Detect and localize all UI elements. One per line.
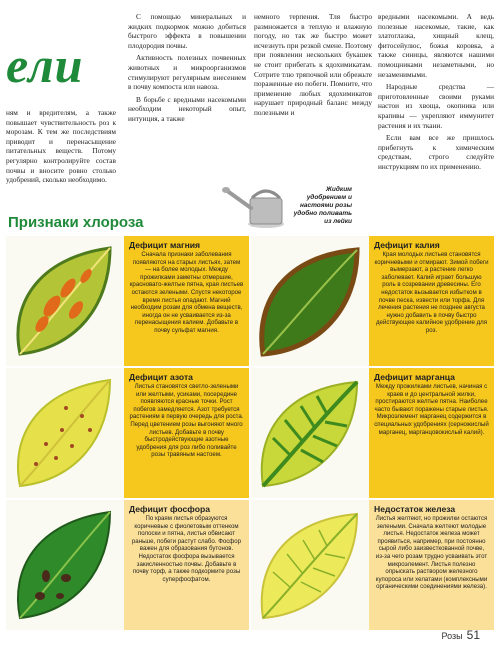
text-column-4 (378, 12, 494, 175)
image-caption: Жидким удобрением и настоями розы удобно поливать из лейки (293, 186, 352, 225)
text-column-3 (254, 12, 372, 121)
card-title: Дефицит марганца (374, 372, 455, 382)
paragraph: ням и вредителям, а также повышает чувствительность роз к морозам. К тем же последствиям приводит и перенасыщение питательных веществ. Потому регулярно контролируйте состав почвы и вносите ровно столько удобрений, сколько необходимо. (6, 108, 116, 185)
leaf-photo (6, 500, 124, 630)
iron-deficiency-card (251, 500, 494, 630)
info-panel (124, 236, 249, 366)
nitrogen-deficiency-card (6, 368, 249, 498)
paragraph: вредными насекомыми. А ведь полезные насекомые, такие, как златоглазка, хищный клещ, фитосейулюс, божья коровка, а также синицы, являются нашими помощниками незаметными, но незаменимыми. (378, 12, 494, 79)
info-panel (369, 500, 494, 630)
card-title: Дефицит азота (129, 372, 193, 382)
card-title: Дефицит калия (374, 240, 440, 250)
paragraph: Если вам все же пришлось прибегнуть к химическим средствам, строго следуйте инструкциям по их применению. (378, 133, 494, 171)
section-title: Признаки хлороза (8, 214, 144, 231)
potassium-deficiency-card (251, 236, 494, 366)
leaf-photo (251, 236, 369, 366)
card-text: Края молодых листьев становятся коричневыми и отмирают. Зимой побеги вымерзают, а растение легко заболевает. Калий играет большую роль в созревании древесины. Его недостаток вызывается избытком в почве песка, извести или торфа. Для лечения растения не позднее августа нужно добавить в почву быстро действующее калийное удобрение для роз. (374, 251, 489, 334)
paragraph: В борьбе с вредными насекомыми необходим некоторый опыт, интуиция, а также (128, 94, 246, 123)
paragraph: Активность полезных почвенных животных и микроорганизмов стимулируют регулярным внесением в почву компоста или навоза. (128, 53, 246, 92)
card-title: Недостаток железа (374, 504, 456, 514)
chlorosis-grid (6, 236, 494, 628)
page-number: 51 (466, 628, 480, 642)
leaf-photo (6, 236, 124, 366)
paragraph: С помощью минеральных и жидких подкормок можно добиться быстрого эффекта в повышении плодородия почвы. (128, 12, 246, 50)
info-panel (124, 368, 249, 498)
info-panel (369, 368, 494, 498)
section-heading-fragment: ели (6, 37, 84, 93)
card-title: Дефицит фосфора (129, 504, 210, 514)
info-panel (369, 236, 494, 366)
paragraph: Народные средства — приготовленные своими руками настои из хвоща, окопника или крапивы — укрепляют иммунитет растения и их ткани. (378, 82, 494, 130)
card-text: Сначала признаки заболевания появляются на старых листьях, затем — на более молодых. Между прожилками заметны отмершие, красновато-желтые пятна, края листьев остаются зелеными. Спустя некоторое время листья опадают. Магний необходим розам для обмена веществ, иногда он не усваивается из-за перенасыщения калием. Добавьте в почву сульфат магния. (129, 251, 244, 334)
page-footer (442, 628, 480, 642)
magnesium-deficiency-card (6, 236, 249, 366)
card-title: Дефицит магния (129, 240, 201, 250)
text-column-1 (6, 108, 116, 188)
card-text: По краям листья образуются коричневые с фиолетовым оттенком полоски и пятна, листья обвисают раньше, побеги растут слабо. Фосфор важен для образования бутонов. Недостаток фосфора вызывается закисленностью почвы. Добавьте в почву торф, а также подкормите розы суперфосфатом. (131, 515, 242, 583)
footer-section: Розы (441, 631, 463, 641)
card-text: Листья желтеют, но прожилки остаются зелеными. Сначала желтеют молодые листья. Недостаток железа может проявиться, например, при постоянно сырой либо заизвесткованной почве, из-за чего розам трудно усваивать этот микроэлемент. Листья полезно опрыскать раствором железного купороса или хелатами (комплексными органическими соединениями железа). (375, 515, 488, 591)
leaf-photo (251, 368, 369, 498)
leaf-photo (251, 500, 369, 630)
info-panel (124, 500, 249, 630)
leaf-photo (6, 368, 124, 498)
text-column-2 (128, 12, 246, 127)
phosphorus-deficiency-card (6, 500, 249, 630)
paragraph: немного терпения. Тля быстро размножается в теплую и влажную погоду, но так же быстро может исчезнуть при резкой смене. Поэтому при появлении нескольких букашек не стоит прибегать к ядохимикатам. Сотрите тлю тряпочкой или обрежьте пораженные ею побеги. Помните, что применение любых ядохимикатов нарушает природный баланс между полезными и (254, 12, 372, 117)
manganese-deficiency-card (251, 368, 494, 498)
card-text: Между прожилками листьев, начиная с краев и до центральной жилки, простираются желтые пятна. Наиболее часто бывают поражены старые листья. Микроэлемент марганец содержится в специальных удобрениях (серножислый марганец, марганцовокислый калий). (374, 383, 489, 436)
card-text: Листья становятся светло-зелеными или желтыми, усиками, посередине появляются красные точки. Рост побегов замедляется. Азот требуется растениям в первую очередь для роста. Перед цветением розы выгоняют много листьев. Добавьте в почву быстродействующие азотные удобрения для роз либо поливайте розы травяным настоем. (129, 383, 244, 459)
